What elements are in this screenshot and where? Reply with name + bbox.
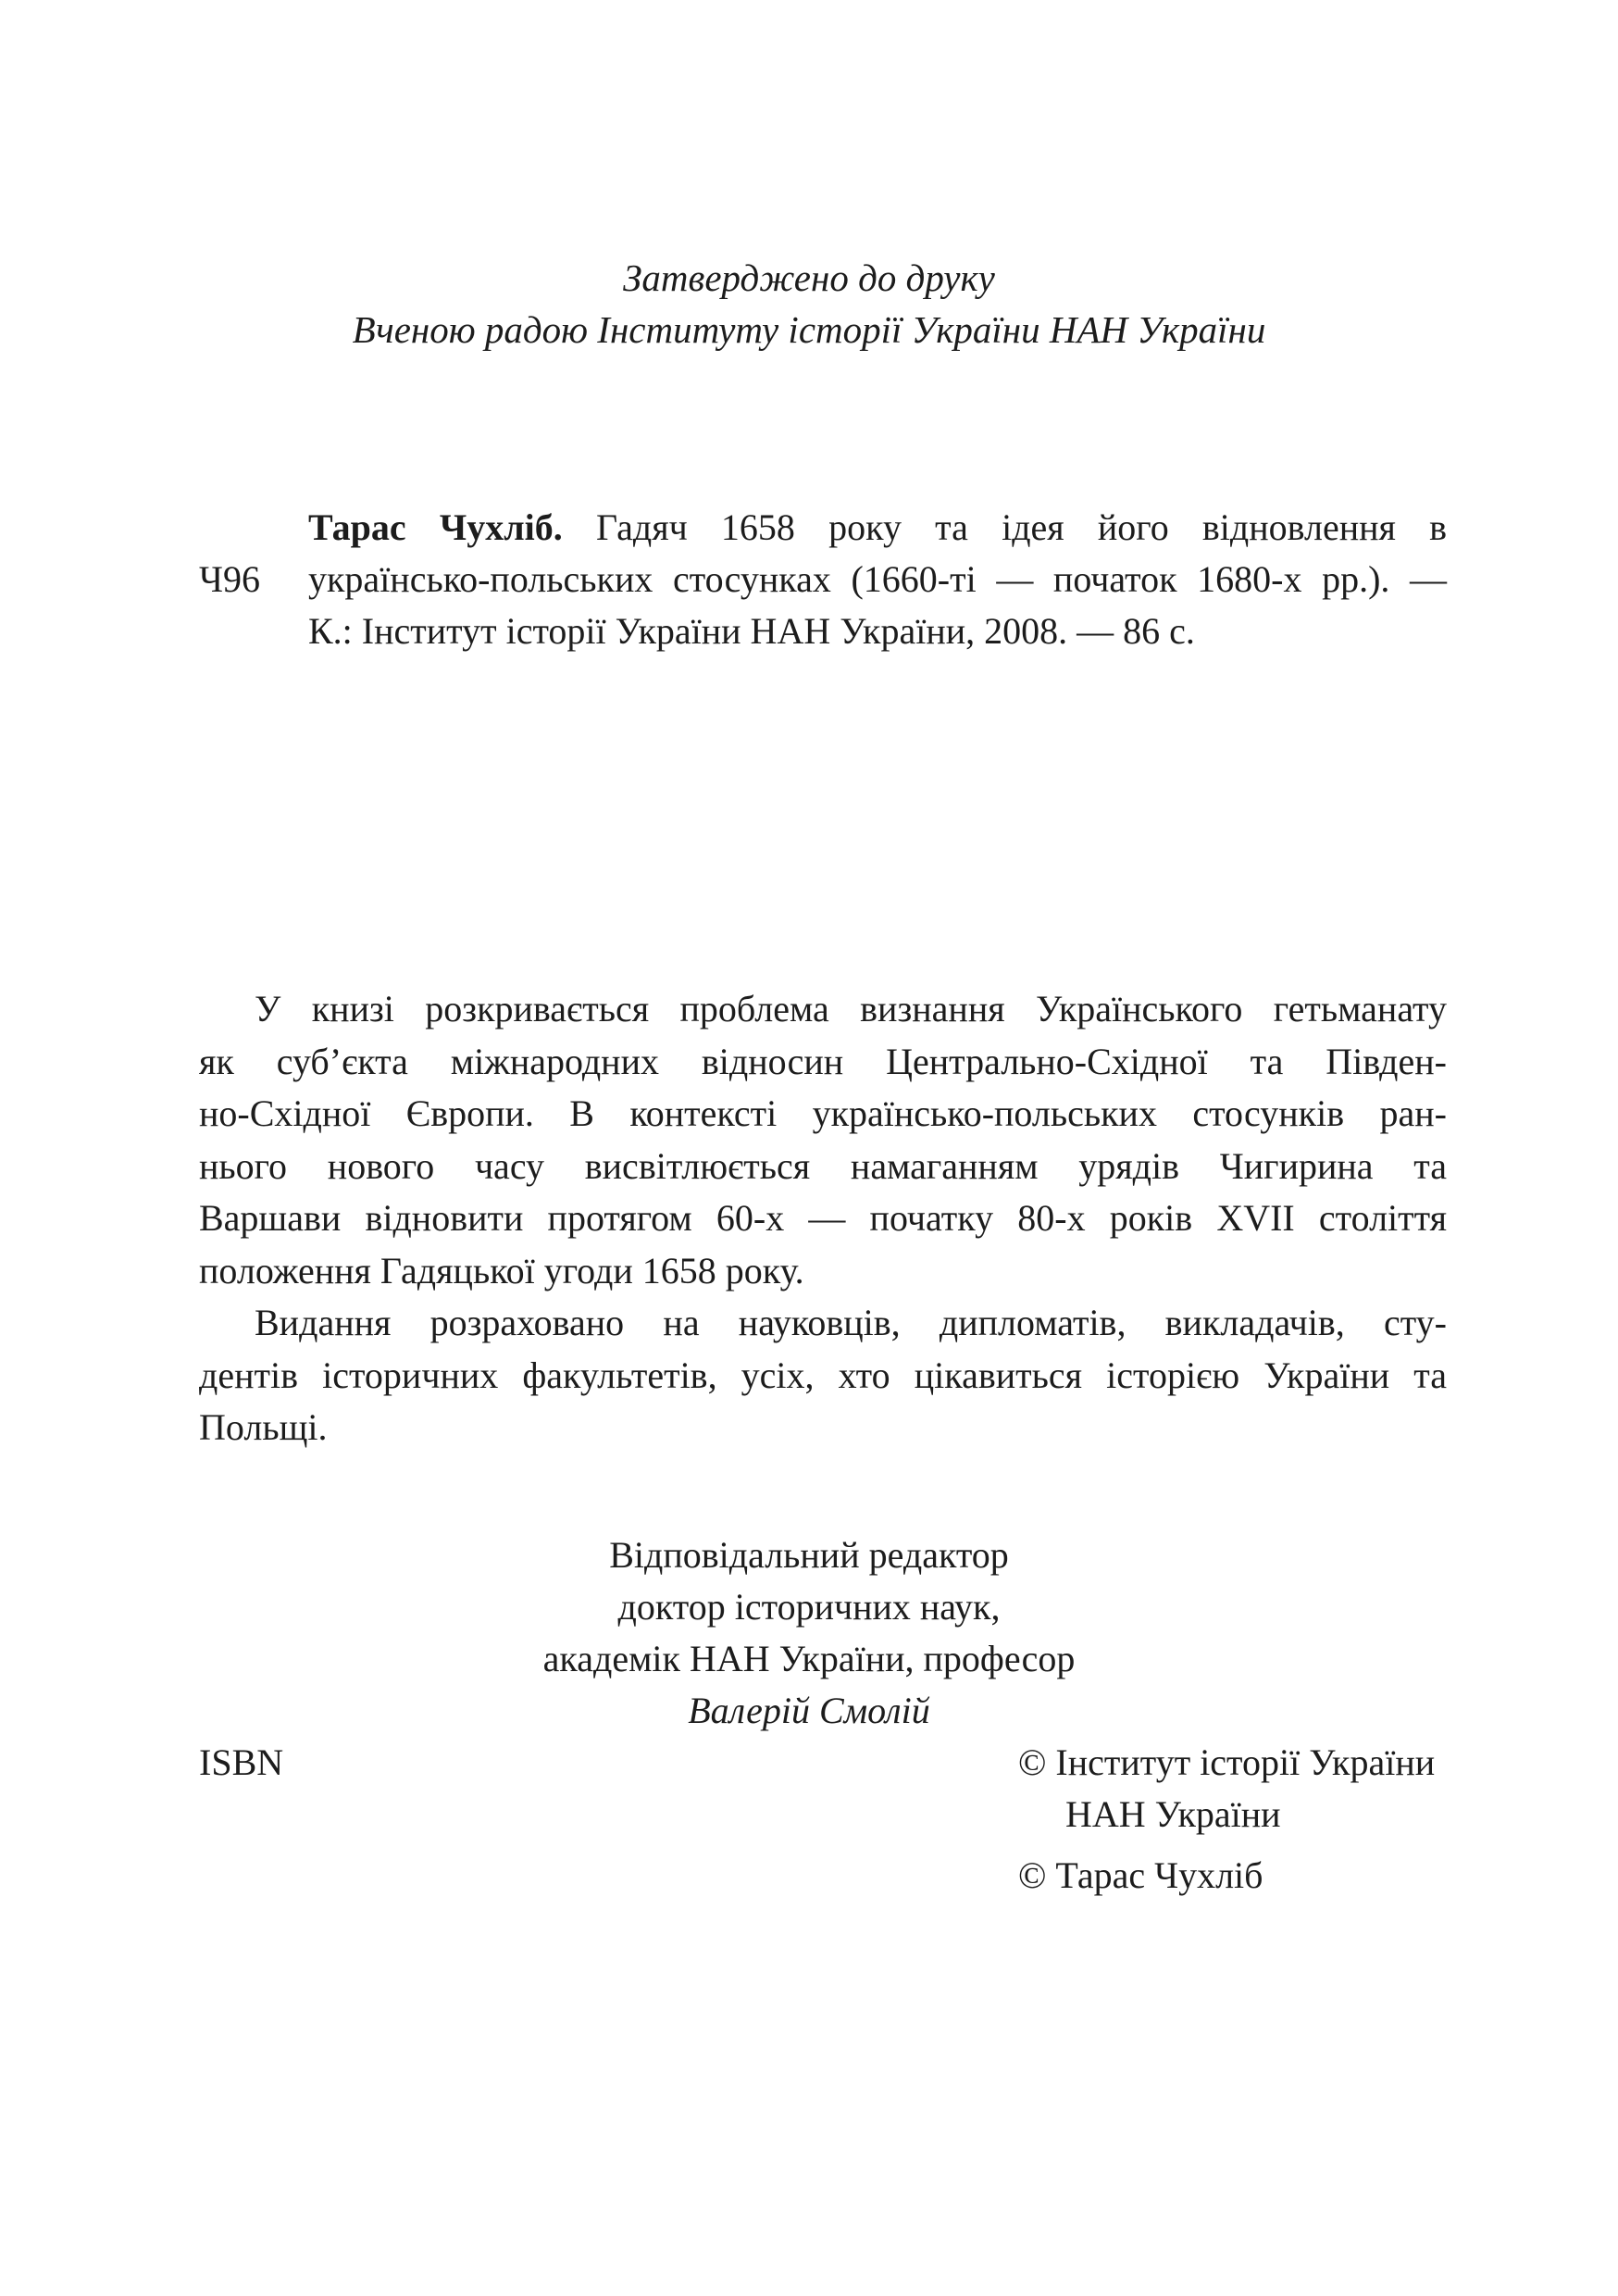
annotation-line: дентів історичних факультетів, усіх, хто цікавиться історією України та: [199, 1354, 1447, 1396]
annotation-line: У книзі розкривається проблема визнання Українського гетьманату: [255, 988, 1447, 1029]
annotation-line: Видання розраховано на науковців, дипломатів, викладачів, сту-: [255, 1302, 1447, 1343]
biblio-line-3: К.: Інститут історії України НАН України, 2008. — 86 с.: [308, 610, 1195, 652]
editor-degree: доктор історичних наук,: [617, 1586, 1001, 1628]
editor-block: [0, 1529, 1618, 1737]
editor-role: Відповідальний редактор: [609, 1534, 1009, 1576]
approval-line-2: Вченою радою Інституту історії України НАН України: [352, 308, 1266, 351]
annotation-line: нього нового часу висвітлюється намаганням урядів Чигирина та: [199, 1144, 1447, 1187]
editor-name: Валерій Смолій: [688, 1690, 930, 1731]
annotation: [199, 983, 1447, 1454]
copyright-author: © Тарас Чухліб: [1018, 1854, 1263, 1896]
annotation-line: но-Східної Європи. В контексті українсько-польських стосунків ран-: [199, 1092, 1447, 1134]
isbn-label: ISBN: [199, 1741, 284, 1783]
copyright-block: [1018, 1737, 1435, 1902]
annotation-line: положення Гадяцької угоди 1658 року.: [199, 1249, 804, 1292]
biblio-author: Тарас Чухліб.: [308, 506, 563, 548]
biblio-title-start: Гадяч 1658 року та ідея його відновлення в: [562, 506, 1448, 548]
copyright-institute: © Інститут історії України: [1018, 1741, 1436, 1783]
catalog-code: Ч96: [199, 558, 260, 600]
copyright-institute-cont: НАН України: [1065, 1793, 1281, 1835]
biblio-line-2: українсько-польських стосунках (1660-ті — початок 1680-х рр.). —: [308, 558, 1447, 600]
editor-title: академік НАН України, професор: [542, 1638, 1076, 1679]
bibliographic-entry: [308, 502, 1447, 657]
annotation-line: як суб’єкта міжнародних відносин Центрально-Східної та Півден-: [199, 1040, 1447, 1082]
annotation-line: Польщі.: [199, 1406, 328, 1448]
biblio-line-1: [308, 502, 1447, 554]
approval-note: [0, 252, 1618, 356]
annotation-line: Варшави відновити протягом 60-х — початку 80-х років XVII століття: [199, 1197, 1447, 1239]
approval-line-1: Затверджено до друку: [623, 256, 995, 299]
